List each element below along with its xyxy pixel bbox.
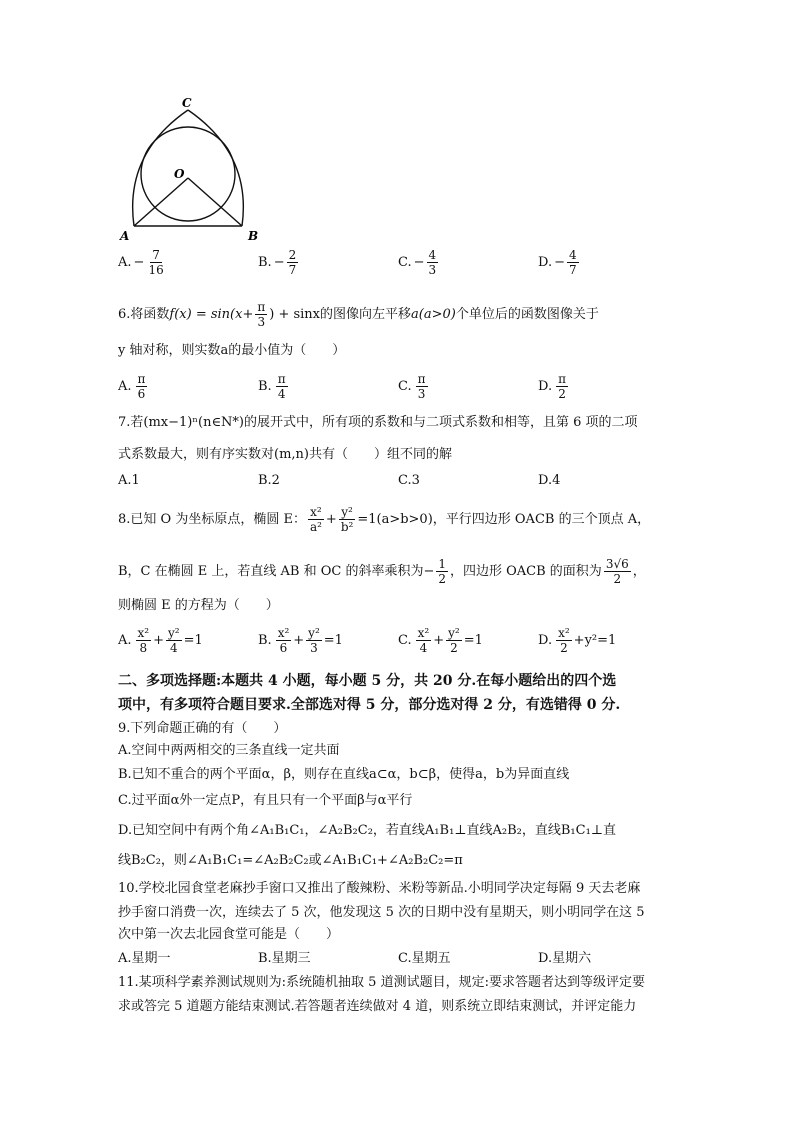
q6-option-b[interactable]: B. $\frac{\pi}{4}$ <box>258 372 286 401</box>
q8-option-a[interactable]: A. $\frac{\text{x²}}{8}$ + $\frac{\text{y²}}{4}$ =1 <box>118 626 203 655</box>
q10-option-b[interactable]: B.星期三 <box>258 951 311 966</box>
q10-option-a[interactable]: A.星期一 <box>118 951 171 966</box>
q7-stem-line2: 式系数最大，则有序实数对(m,n)共有（ ）组不同的解 <box>118 447 452 462</box>
q10-stem-line2: 抄手窗口消费一次，连续去了 5 次，他发现这 5 次的日期中没有星期天，则小明同学在这 5 <box>118 905 645 920</box>
q9-option-a[interactable]: A.空间中两两相交的三条直线一定共面 <box>118 743 340 758</box>
q8-option-d[interactable]: D. $\frac{\text{x²}}{2}$ +y²=1 <box>538 626 617 655</box>
q9-option-d-line1[interactable]: D.已知空间中有两个角∠A₁B₁C₁，∠A₂B₂C₂，若直线A₁B₁⊥直线A₂B₂，直线B₁C₁⊥直 <box>118 823 617 838</box>
q9-stem: 9.下列命题正确的有（ ） <box>118 721 287 736</box>
q7-option-a[interactable]: A.1 <box>118 473 140 488</box>
q7-option-d[interactable]: D.4 <box>538 473 561 488</box>
label-b: B <box>248 229 259 243</box>
q10-option-c[interactable]: C.星期五 <box>398 951 451 966</box>
q9-option-b[interactable]: B.已知不重合的两个平面α，β，则存在直线a⊂α，b⊂β，使得a，b为异面直线 <box>118 767 570 782</box>
q5-options <box>118 248 678 277</box>
q8-stem-line2: B，C 在椭圆 E 上，若直线 AB 和 OC 的斜率乘积为− $\frac{1}{2}$ ，四边形 OACB 的面积为 $\frac{3√6}{2}$ ， <box>118 557 646 586</box>
q10-option-d[interactable]: D.星期六 <box>538 951 592 966</box>
section2-line1: 二、多项选择题:本题共 4 小题，每小题 5 分，共 20 分.在每小题给出的四个选 <box>118 673 617 689</box>
q11-stem-line1: 11.某项科学素养测试规则为:系统随机抽取 5 道测试题目，规定:要求答题者达到等级评定要 <box>118 975 645 990</box>
q5-option-d[interactable]: D. − $\frac{4}{7}$ <box>538 248 577 277</box>
q7-options <box>118 472 678 490</box>
q7-option-b[interactable]: B.2 <box>258 473 280 488</box>
section2-line2: 项中，有多项符合题目要求.全部选对得 5 分，部分选对得 2 分，有选错得 0 分. <box>118 697 621 713</box>
q6-option-c[interactable]: C. $\frac{\pi}{3}$ <box>398 372 426 401</box>
q6-option-d[interactable]: D. $\frac{\pi}{2}$ <box>538 372 566 401</box>
q5-option-a[interactable]: A. − $\frac{7}{16}$ <box>118 248 164 277</box>
q6-options <box>118 372 678 401</box>
q6-stem-line1: 6.将函数 f(x) = sin(x+ $\frac{\pi}{3}$ ) + sinx的图像向左平移 a(a>0) 个单位后的函数图像关于 <box>118 300 599 329</box>
q9-option-c[interactable]: C.过平面α外一定点P，有且只有一个平面β与α平行 <box>118 793 413 808</box>
q8-options <box>118 626 678 655</box>
q11-stem-line2: 求或答完 5 道题方能结束测试.若答题者连续做对 4 道，则系统立即结束测试，并评定能力 <box>118 999 637 1014</box>
q5-option-c[interactable]: C. − $\frac{4}{3}$ <box>398 248 437 277</box>
geometry-figure <box>114 94 264 244</box>
q8-option-b[interactable]: B. $\frac{\text{x²}}{6}$ + $\frac{\text{y²}}{3}$ =1 <box>258 626 343 655</box>
q7-stem-line1: 7.若(mx−1)ⁿ(n∈N*)的展开式中，所有项的系数和与二项式系数和相等，且第 6 项的二项 <box>118 415 638 430</box>
q10-stem-line3: 次中第一次去北园食堂可能是（ ） <box>118 927 340 942</box>
q7-option-c[interactable]: C.3 <box>398 473 420 488</box>
label-a: A <box>120 229 130 243</box>
q5-option-b[interactable]: B. − $\frac{2}{7}$ <box>258 248 297 277</box>
q6-stem-line2: y 轴对称，则实数a的最小值为（ ） <box>118 343 346 358</box>
label-c: C <box>182 96 192 110</box>
q8-option-c[interactable]: C. $\frac{\text{x²}}{4}$ + $\frac{\text{y²}}{2}$ =1 <box>398 626 483 655</box>
q10-stem-line1: 10.学校北园食堂老麻抄手窗口又推出了酸辣粉、米粉等新品.小明同学决定每隔 9 天去老麻 <box>118 881 641 896</box>
q8-stem-line3: 则椭圆 E 的方程为（ ） <box>118 598 279 613</box>
q10-options <box>118 950 678 968</box>
q8-stem-line1: 8.已知 O 为坐标原点，椭圆 E： $\frac{\text{x²}}{\text{a²}}$ + $\frac{\text{y²}}{\text{b²}}$ =1(a>b>0)，平行四边形 OACB 的三个顶点 A， <box>118 505 651 534</box>
label-o: O <box>174 167 185 181</box>
q6-option-a[interactable]: A. $\frac{\pi}{6}$ <box>118 372 146 401</box>
q9-option-d-line2: 线B₂C₂，则∠A₁B₁C₁=∠A₂B₂C₂或∠A₁B₁C₁+∠A₂B₂C₂=π <box>118 853 463 868</box>
